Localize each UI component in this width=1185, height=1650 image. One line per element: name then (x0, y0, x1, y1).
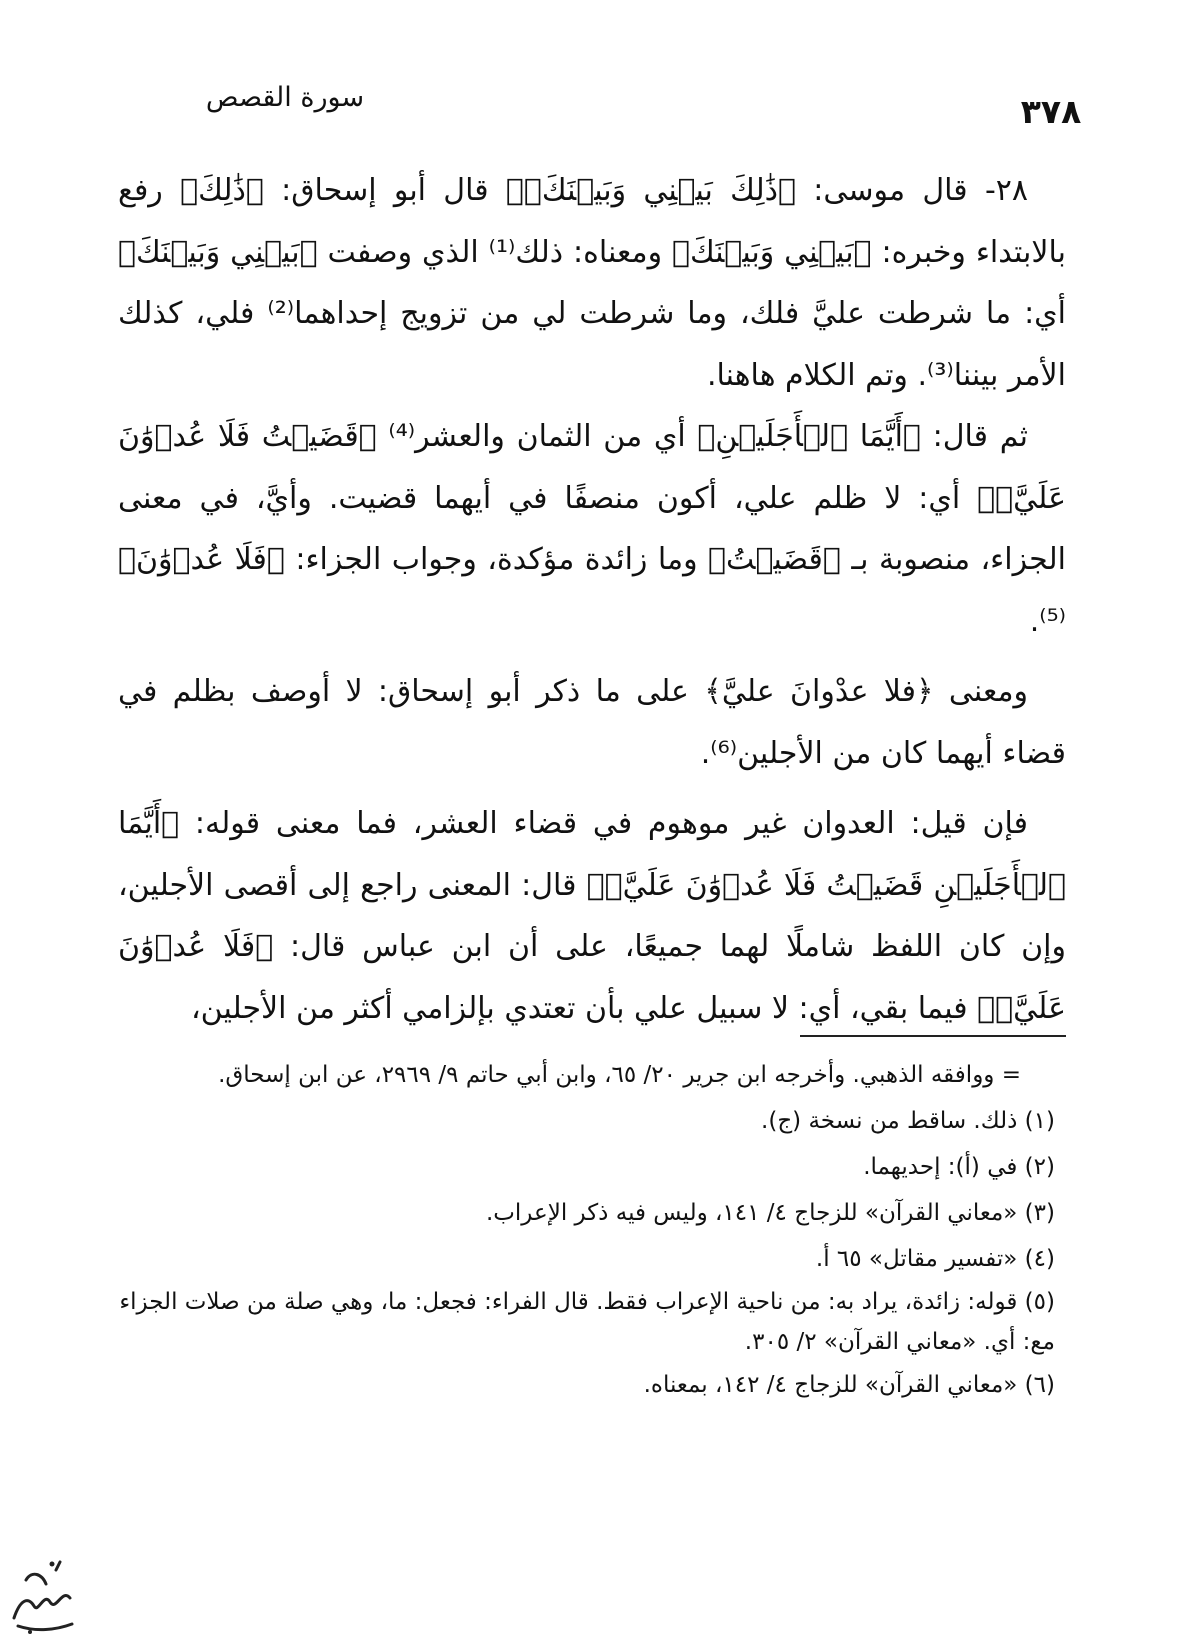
footnote-3: (٣) «معاني القرآن» للزجاج ٤/ ١٤١، وليس فيه ذكر الإعراب. (485, 1200, 1055, 1226)
paragraph-3 (118, 661, 1066, 784)
footnote-1: (١) ذلك. ساقط من نسخة (ج). (761, 1108, 1055, 1134)
paragraph-1 (118, 160, 1066, 406)
footnote-4: (٤) «تفسير مقاتل» ٦٥ أ. (815, 1246, 1055, 1272)
footnote-2: (٢) في (أ): إحديهما. (863, 1154, 1055, 1180)
footnote-separator (800, 1035, 1066, 1037)
surah-title: سورة القصص (205, 82, 365, 113)
paragraph-2 (118, 406, 1066, 652)
footnotes (100, 1052, 1055, 1408)
body-text (118, 160, 1066, 1039)
footnote-5: (٥) قوله: زائدة، يراد به: من ناحية الإعراب فقط. قال الفراء: فجعل: ما، وهي صلة من صلات الجزاء مع: أي. «معاني القرآن» ٢/ ٣٠٥. (119, 1289, 1055, 1355)
footnote-6: (٦) «معاني القرآن» للزجاج ٤/ ١٤٢، بمعناه. (643, 1372, 1055, 1398)
paragraph-4 (118, 793, 1066, 1039)
paragraph-text: ثم قال: ﴿أَيَّمَا ٱلۡأَجَلَيۡنِ﴾ أي من الثمان والعشر⁽⁴⁾ ﴿قَضَيۡتُ فَلَا عُدۡوَٰنَ عَلَيَّۖ﴾ أي: لا ظلم علي، أكون منصفًا في أيهما قضيت. وأيَّ، في معنى الجزاء، منصوبة بـ ﴿قَضَيۡتُ﴾ وما زائدة مؤكدة، وجواب الجزاء: ﴿فَلَا عُدۡوَٰنَ﴾⁽⁵⁾. (118, 419, 1066, 639)
calligraphy-logo (6, 1540, 80, 1640)
paragraph-text: ومعنى ﴿فلا عدْوانَ عليَّ﴾ على ما ذكر أبو إسحاق: لا أوصف بظلم في قضاء أيهما كان من الأجلين⁽⁶⁾. (118, 674, 1066, 771)
footnote-continued: = ووافقه الذهبي. وأخرجه ابن جرير ٢٠/ ٦٥، وابن أبي حاتم ٩/ ٢٩٦٩، عن ابن إسحاق. (218, 1062, 1021, 1088)
page-number: ٣٧٨ (1020, 92, 1082, 131)
paragraph-text: فإن قيل: العدوان غير موهوم في قضاء العشر، فما معنى قوله: ﴿أَيَّمَا ٱلۡأَجَلَيۡنِ قَضَيۡتُ فَلَا عُدۡوَٰنَ عَلَيَّۖ﴾ قال: المعنى راجع إلى أقصى الأجلين، وإن كان اللفظ شاملًا لهما جميعًا، على أن ابن عباس قال: ﴿فَلَا عُدۡوَٰنَ عَلَيَّۖ﴾ فيما بقي، أي: لا سبيل علي بأن تعتدي بإلزامي أكثر من الأجلين، (118, 806, 1066, 1026)
paragraph-text: ٢٨- قال موسى: ﴿ذَٰلِكَ بَيۡنِي وَبَيۡنَكَۖ﴾ قال أبو إسحاق: ﴿ذَٰلِكَ﴾ رفع بالابتداء وخبره: ﴿بَيۡنِي وَبَيۡنَكَ﴾ ومعناه: ذلك⁽¹⁾ الذي وصفت ﴿بَيۡنِي وَبَيۡنَكَ﴾ أي: ما شرطت عليَّ فلك، وما شرطت لي من تزويج إحداهما⁽²⁾ فلي، كذلك الأمر بيننا⁽³⁾. وتم الكلام هاهنا. (118, 173, 1067, 393)
